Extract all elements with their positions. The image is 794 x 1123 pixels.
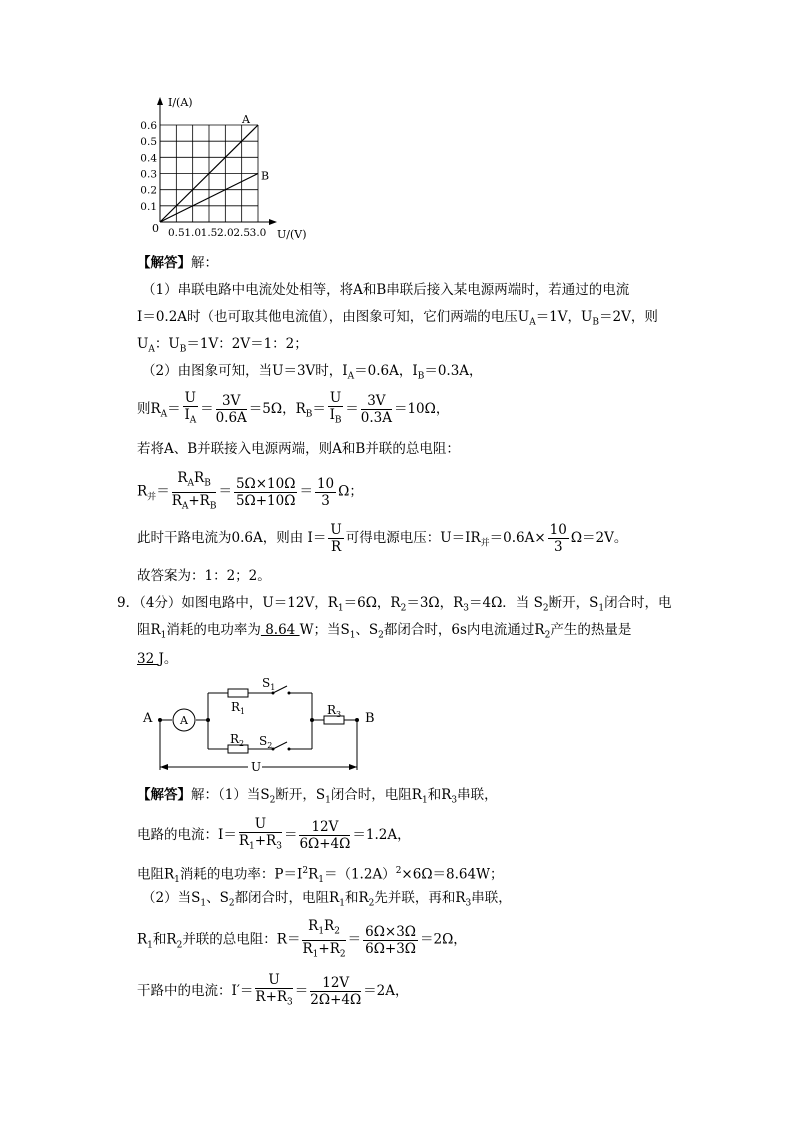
- y-tick-label: 0.3: [140, 168, 157, 181]
- answer-9-parallel-formula: $R_1$和$R_2$并联的总电阻：R＝ $\frac{R_1R_2}{R_1+R_2}$ ＝ $\frac{6\Omega\times 3\Omega}{6\Omega+3\Omega}$ ＝2Ω，: [137, 918, 467, 960]
- x-tick-label: 0.5: [167, 227, 185, 239]
- y-tick-label: 0.2: [140, 184, 157, 197]
- answer-9-trunk-current-formula: 干路中的电流：I′＝ $\frac{U}{R+R_3}$ ＝ $\frac{12V}{2\Omega+4\Omega}$ ＝2A，: [137, 972, 409, 1008]
- answer-9-line: 【解答】解：（1）当$S_2$断开，$S_1$闭合时，电阻$R_1$和$R_3$串联，: [137, 787, 498, 806]
- circuit-diagram: [135, 672, 395, 777]
- answer-8-line: 若将A、B并联接入电源两端，则A和B并联的总电阻：: [137, 441, 460, 457]
- x-tick-label: 3.0: [249, 227, 267, 239]
- iu-graph: [130, 92, 320, 247]
- series-label-b: B: [261, 169, 270, 183]
- s2-label: $S_2$: [259, 734, 273, 750]
- question-9-line: 阻$R_1$消耗的电功率为 8.64 W；当$S_1$、$S_2$都闭合时，6s内电流通过$R_2$产生的热量是: [137, 622, 632, 641]
- answer-8-line: $U_A$：$U_B=1V$：2V＝1：2；: [137, 336, 308, 355]
- origin-label: 0: [152, 222, 159, 235]
- answer-9-power-line: 电阻$R_1$消耗的电功率：$P=I^2R_1=(1.2A)^2\times 6\Omega=8.64W$；: [137, 866, 504, 886]
- s1-label: $S_1$: [262, 676, 276, 692]
- y-tick-label: 0.5: [140, 136, 157, 149]
- answer-8-heading: 【解答】解：: [137, 255, 218, 271]
- question-9-line: 9．（4分）如图电路中，U＝12V，$R_1=6\Omega$，$R_2=3\Omega$，$R_3=4\Omega$．当 $S_2$断开，$S_1$闭合时，电: [117, 595, 672, 614]
- y-axis-label: I/(A): [168, 96, 193, 109]
- y-tick-label: 0.1: [140, 200, 157, 213]
- r3-label: $R_3$: [327, 703, 342, 719]
- y-axis-arrow: [157, 97, 163, 105]
- x-tick-label: 1.0: [184, 227, 202, 239]
- answer-8-voltage-formula: 此时干路电流为0.6A，则由 I＝ $\frac{U}{R}$ 可得电源电压：$U=IR_并=0.6A\times$ $\frac{10}{3}$ Ω＝2V。: [137, 522, 628, 555]
- answer-blank: 32: [137, 651, 159, 667]
- r1-label: $R_1$: [231, 700, 246, 716]
- x-tick-label: 1.5: [200, 227, 218, 239]
- x-tick-label: 2.5: [233, 227, 251, 239]
- resistor-r1: [228, 689, 248, 697]
- terminal-a-label: A: [143, 711, 153, 726]
- terminal-b-label: B: [365, 711, 375, 726]
- answer-8-final: 故答案为：1：2；2。: [137, 568, 271, 584]
- answer-8-line: I＝0.2A时（也可取其他电流值），由图象可知，它们两端的电压$U_A=1V$，$U_B=2V$，则: [137, 309, 658, 328]
- y-tick-label: 0.4: [140, 152, 157, 165]
- answer-9-line: （2）当$S_1$、$S_2$都闭合时，电阻$R_1$和$R_2$先并联，再和$R_3$串联，: [142, 890, 512, 909]
- x-axis-label: U/(V): [277, 228, 307, 241]
- answer-blank: 8.64: [260, 622, 300, 638]
- r2-label: $R_2$: [230, 732, 245, 748]
- x-tick-label: 2.0: [216, 227, 234, 239]
- resistor-r2: [228, 745, 248, 753]
- ammeter-label: A: [180, 714, 188, 727]
- answer-9-current-formula: 电路的电流：I＝ $\frac{U}{R_1+R_3}$ ＝ $\frac{12V}{6\Omega+4\Omega}$ ＝1.2A，: [137, 816, 411, 852]
- y-tick-label: 0.6: [140, 120, 157, 132]
- voltage-label: U: [251, 760, 262, 774]
- answer-8-resistance-formula: 则$R_A=$ $\frac{U}{I_A}$ ＝ $\frac{3V}{0.6A}$ ＝5Ω，$R_B=$ $\frac{U}{I_B}$ ＝ $\frac{3V}{0.3A}$ ＝10Ω，: [137, 390, 450, 426]
- series-label-a: A: [242, 113, 250, 126]
- question-9-line: 32 J。: [137, 651, 178, 667]
- answer-8-line: （1）串联电路中电流处处相等，将A和B串联后接入某电源两端时，若通过的电流: [142, 282, 630, 298]
- x-axis-arrow: [269, 219, 277, 225]
- answer-8-line: （2）由图象可知，当U＝3V时，$I_A=0.6A$，$I_B=0.3A$，: [142, 363, 483, 382]
- answer-8-parallel-formula: $R_并=$ $\frac{R_AR_B}{R_A+R_B}$ ＝ $\frac{5\Omega\times 10\Omega}{5\Omega+10\Omega}$ ＝ $\frac{10}{3}$ Ω；: [137, 470, 363, 512]
